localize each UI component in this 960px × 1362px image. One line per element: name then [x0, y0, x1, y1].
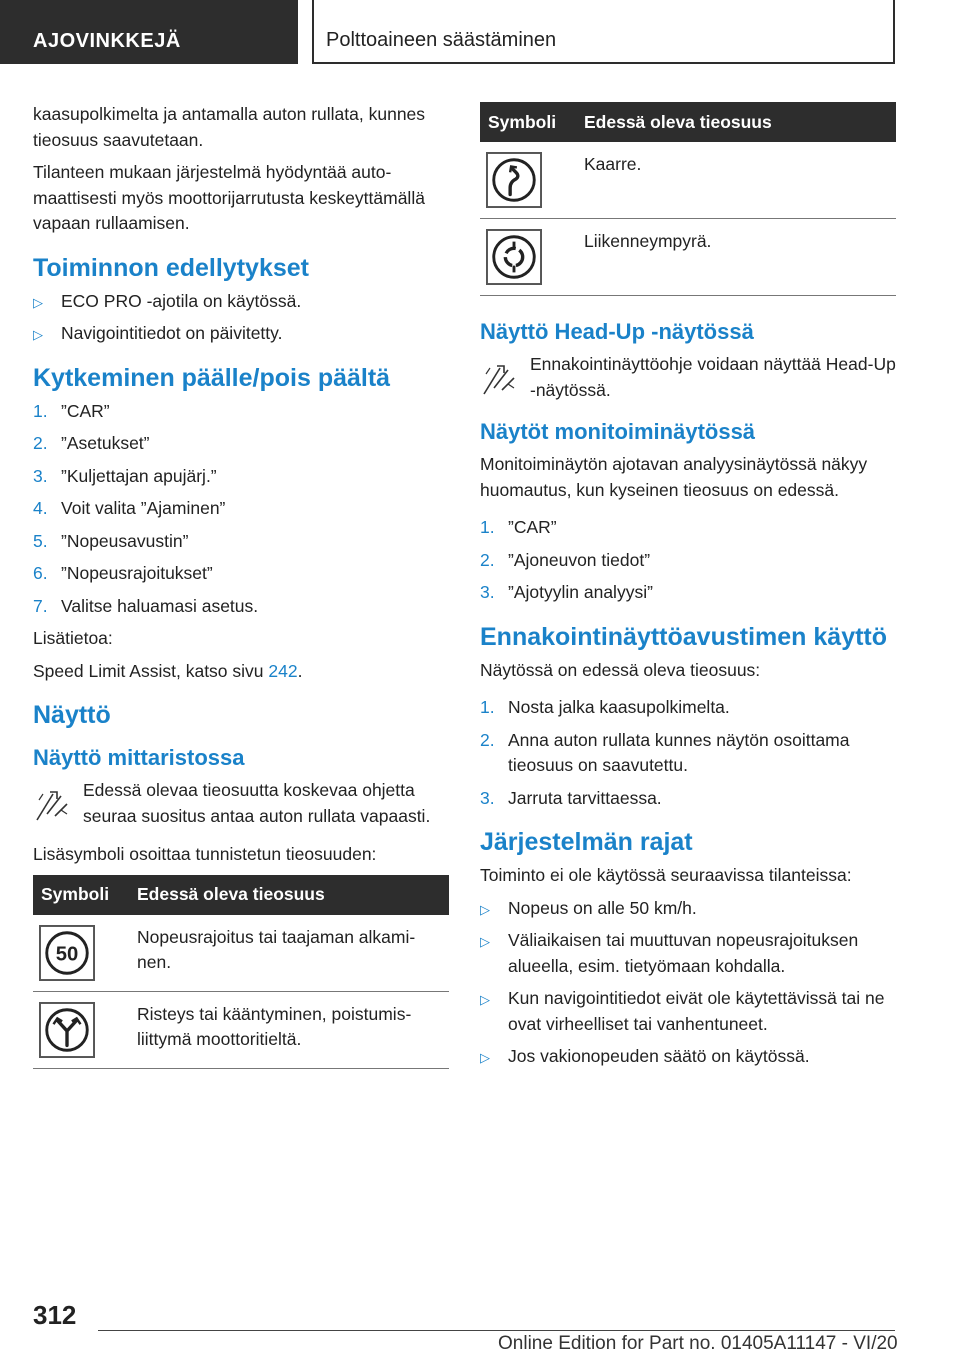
header-section-title: AJOVINKKEJÄ [33, 30, 181, 52]
list-item: ▷ Nopeus on alle 50 km/h. [480, 896, 896, 922]
assistant-usage-heading: Ennakointinäyttöavustimen käyttö [480, 622, 888, 651]
system-limits-intro: Toiminto ei ole käytössä seuraavissa tilanteissa: [480, 865, 852, 885]
list-item: 3. ”Ajotyylin analyysi” [480, 582, 653, 602]
list-item: 1. Nosta jalka kaasupolkimelta. [480, 697, 730, 717]
list-item: 2. ”Asetukset” [33, 433, 150, 453]
list-item: ▷ Väliaikaisen tai muuttuvan nopeusrajoituksen alueella, esim. tietyömaan kohdalla. [480, 930, 859, 976]
table-row [33, 991, 449, 1068]
cluster-hint-block [33, 778, 449, 830]
table-cell-road-section: Nopeusrajoitus tai taajaman alkaminen. [129, 915, 449, 992]
hud-hint-text: Ennakointinäyttöohje voidaan näyttää Head-Up -näytössä. [530, 354, 896, 400]
intro-paragraph-1: kaasupolkimelta ja antamalla auton rullata, kunnes tieosuus saavutetaan. [33, 104, 426, 150]
multifunction-display-heading: Näytöt monitoiminäytössä [480, 419, 756, 444]
list-item: 2. Anna auton rullata kunnes näytön osoittama tieosuus on saavutettu. [480, 729, 850, 775]
table-row [33, 915, 449, 992]
multifunction-text: Monitoiminäytön ajotavan analyysinäytössä näkyy huomautus, kun kyseinen tieosuus on edessä. [480, 454, 868, 500]
symbol-table-left [33, 875, 449, 1069]
table-row [480, 142, 896, 219]
page-number: 312 [33, 1300, 77, 1330]
intro-paragraph-2: Tilanteen mukaan järjestelmä hyödyntää automaattisesti myös moottorijarrutusta keskeyttämällä vapaan rullaamisen. [33, 162, 425, 233]
list-item: 3. Jarruta tarvittaessa. [480, 787, 662, 808]
list-item: 4. Voit valita ”Ajaminen” [33, 498, 226, 518]
triangle-bullet-icon: ▷ [33, 327, 43, 342]
svg-text:50: 50 [55, 943, 79, 966]
table-cell-road-section: Liikenneympyrä. [576, 219, 896, 296]
roundabout-icon [486, 229, 542, 285]
more-info-label: Lisätietoa: [33, 628, 113, 648]
table-cell-road-section: Kaarre. [576, 142, 896, 219]
list-item: ▷ Jos vakionopeuden säätö on käytössä. [480, 1044, 896, 1070]
switch-steps-list [33, 399, 449, 620]
system-limits-list [480, 896, 896, 1070]
hud-hint-block [480, 352, 896, 404]
list-item: ▷ Kun navigointitiedot eivät ole käytettävissä tai ne ovat virheelliset tai vanhentuneet. [480, 988, 885, 1034]
multifunction-steps-list [480, 515, 896, 606]
left-column [33, 102, 449, 1077]
table-header-road-section: Edessä oleva tieosuus [576, 102, 896, 142]
table-header-symbol: Symboli [480, 102, 576, 142]
junction-turn-icon [39, 1002, 95, 1058]
triangle-bullet-icon: ▷ [480, 992, 490, 1007]
head-up-display-heading: Näyttö Head-Up -näytössä [480, 319, 754, 344]
list-item: 1. ”CAR” [33, 400, 110, 421]
list-item: 1. ”CAR” [480, 517, 557, 537]
coasting-hint-hud-icon [480, 360, 518, 398]
display-heading: Näyttö [33, 701, 111, 729]
table-row [480, 219, 896, 296]
header-section-tab [0, 0, 298, 64]
list-item: ▷ ECO PRO -ajotila on käytössä. [33, 289, 449, 315]
list-item: 5. ”Nopeusavustin” [33, 530, 189, 551]
coasting-hint-icon [33, 786, 71, 824]
header-chapter-title: Polttoaineen säästäminen [326, 29, 557, 51]
footer-edition: Online Edition for Part no. 01405A11147 - VI/20 [498, 1333, 898, 1354]
right-column [480, 102, 896, 1077]
triangle-bullet-icon: ▷ [33, 294, 43, 310]
list-item: 6. ”Nopeusrajoitukset” [33, 563, 213, 583]
speed-limit-50-icon [39, 925, 95, 981]
table-header-symbol: Symboli [33, 875, 129, 915]
prerequisites-list [33, 289, 449, 347]
more-info-reference: Speed Limit Assist, katso sivu 242. [33, 660, 303, 681]
triangle-bullet-icon: ▷ [480, 1050, 490, 1065]
cluster-hint-text: Edessä olevaa tieosuutta koskevaa ohjetta seuraa suositus antaa auton rullata vapaasti. [83, 780, 431, 826]
table-header-road-section: Edessä oleva tieosuus [129, 875, 449, 915]
header-chapter-tab [312, 0, 895, 64]
table-cell-road-section: Risteys tai kääntyminen, poistumisliittymä moottoritieltä. [129, 991, 449, 1068]
system-limits-heading: Järjestelmän rajat [480, 828, 693, 856]
list-item: 2. ”Ajoneuvon tiedot” [480, 549, 651, 570]
list-item: 3. ”Kuljettajan apujärj.” [33, 465, 217, 486]
assistant-usage-intro: Näytössä on edessä oleva tieosuus: [480, 659, 761, 680]
list-item: 7. Valitse haluamasi asetus. [33, 595, 259, 616]
triangle-bullet-icon: ▷ [480, 901, 490, 917]
page-reference-link[interactable]: 242 [268, 660, 298, 681]
triangle-bullet-icon: ▷ [480, 934, 490, 949]
instrument-cluster-heading: Näyttö mittaristossa [33, 745, 245, 770]
symbol-table-right [480, 102, 896, 296]
switch-on-off-heading: Kytkeminen päälle/pois päältä [33, 363, 391, 392]
list-item: ▷ Navigointitiedot on päivitetty. [33, 321, 449, 347]
footer-divider [98, 1330, 895, 1331]
curve-icon [486, 152, 542, 208]
extra-symbol-text: Lisäsymboli osoittaa tunnistetun tieosuuden: [33, 844, 377, 864]
prerequisites-heading: Toiminnon edellytykset [33, 253, 309, 282]
assistant-usage-steps-list [480, 695, 896, 811]
